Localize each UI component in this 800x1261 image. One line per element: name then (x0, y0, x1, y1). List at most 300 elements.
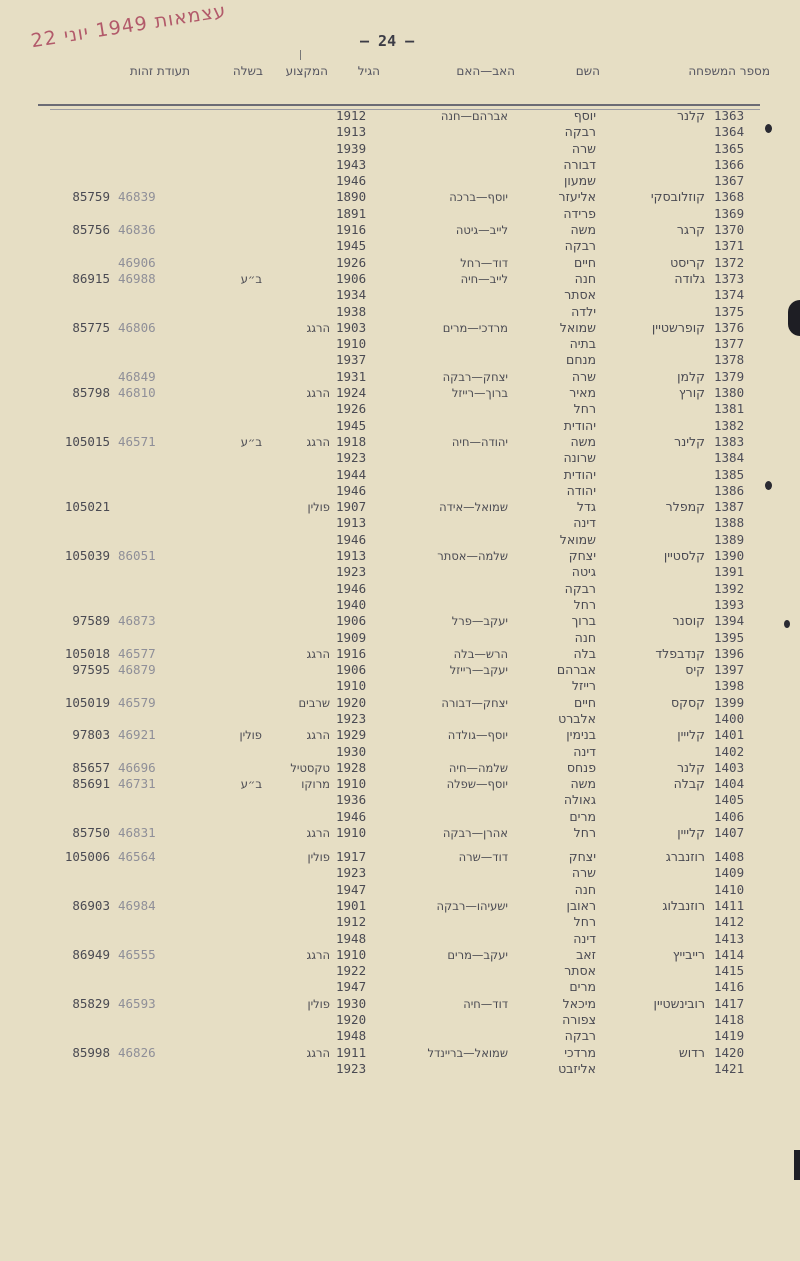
cell-first-name: אסתר (564, 287, 596, 303)
cell-parent-names: דוד—רחל (460, 255, 508, 270)
table-row (0, 173, 800, 189)
cell-primary-id: 85829 (72, 995, 110, 1011)
cell-family-name: קבלה (673, 776, 705, 792)
cell-secondary-id: 46849 (118, 368, 156, 384)
cell-row-number: 1406 (714, 808, 745, 824)
cell-family-name: קורץ (678, 385, 705, 401)
cell-family-name: קלייין (677, 727, 705, 743)
cell-first-name: מיכאל (562, 995, 596, 1011)
header-language: בשלה (232, 64, 263, 78)
cell-row-number: 1379 (714, 368, 745, 384)
cell-language: ב״ע (240, 271, 262, 286)
cell-birth-year: 1930 (336, 995, 367, 1011)
cell-first-name: יוסף (573, 108, 596, 123)
cell-language: ב״ע (240, 434, 262, 449)
table-row (0, 287, 800, 303)
table-row (0, 401, 800, 417)
cell-family-name: גלודה (674, 270, 705, 286)
cell-parent-names: יעקב—פרל (451, 614, 508, 629)
table-row (0, 108, 800, 124)
cell-first-name: רחל (573, 401, 596, 417)
table-row (0, 548, 800, 564)
table-row (0, 369, 800, 385)
cell-secondary-id: 86051 (118, 548, 156, 564)
cell-parent-names: יוסף—גולדה (447, 728, 508, 743)
cell-birth-year: 1911 (336, 1044, 367, 1060)
cell-family-name: קיס (685, 662, 705, 678)
cell-first-name: שרה (571, 140, 596, 156)
cell-birth-year: 1940 (336, 596, 367, 612)
cell-row-number: 1410 (714, 881, 745, 897)
cell-birth-year: 1945 (336, 238, 367, 254)
cell-secondary-id: 46984 (118, 897, 156, 913)
cell-first-name: אברהם (556, 662, 596, 678)
cell-row-number: 1385 (714, 466, 745, 482)
cell-occupation: הרגג (306, 947, 330, 962)
cell-row-number: 1408 (714, 849, 745, 865)
table-row (0, 532, 800, 548)
cell-birth-year: 1910 (336, 825, 367, 841)
tick-mark (300, 50, 301, 60)
table-row (0, 613, 800, 629)
table-row (0, 450, 800, 466)
cell-row-number: 1416 (714, 979, 745, 995)
cell-secondary-id: 46873 (118, 613, 156, 629)
cell-birth-year: 1906 (336, 613, 367, 629)
table-row (0, 996, 800, 1012)
cell-first-name: בנימין (566, 727, 596, 743)
cell-row-number: 1386 (714, 482, 745, 498)
cell-birth-year: 1926 (336, 401, 367, 417)
table-row (0, 678, 800, 694)
cell-primary-id: 86949 (72, 946, 110, 962)
cell-birth-year: 1934 (336, 287, 367, 303)
cell-first-name: דינה (573, 743, 596, 759)
cell-birth-year: 1948 (336, 930, 367, 946)
cell-primary-id: 97803 (72, 727, 110, 743)
cell-first-name: רחל (573, 825, 596, 841)
cell-family-name: קנדבפלד (655, 645, 705, 661)
cell-birth-year: 1928 (336, 759, 367, 775)
cell-first-name: ברוך (571, 613, 596, 629)
cell-birth-year: 1946 (336, 482, 367, 498)
cell-row-number: 1413 (714, 930, 745, 946)
cell-birth-year: 1946 (336, 531, 367, 547)
table-row (0, 776, 800, 792)
cell-row-number: 1395 (714, 629, 745, 645)
cell-birth-year: 1918 (336, 433, 367, 449)
cell-first-name: שמעון (564, 173, 596, 189)
cell-birth-year: 1906 (336, 270, 367, 286)
cell-first-name: צפורה (562, 1012, 596, 1028)
header-rule (38, 104, 760, 106)
ink-mark (784, 620, 790, 628)
cell-birth-year: 1920 (336, 1012, 367, 1028)
table-row (0, 792, 800, 808)
table-row (0, 865, 800, 881)
cell-secondary-id: 46564 (118, 849, 156, 865)
cell-first-name: אליזבט (558, 1060, 596, 1076)
cell-occupation: הרגג (306, 434, 330, 449)
cell-birth-year: 1923 (336, 865, 367, 881)
cell-birth-year: 1891 (336, 205, 367, 221)
table-row (0, 744, 800, 760)
cell-parent-names: יעקב—מרים (447, 947, 508, 962)
cell-parent-names: יהודה—חיה (451, 434, 508, 449)
cell-primary-id: 86915 (72, 270, 110, 286)
cell-family-name: רוזנברג (665, 849, 705, 865)
cell-first-name: חנה (574, 881, 596, 897)
table-row (0, 157, 800, 173)
table-row (0, 515, 800, 531)
cell-family-name: רוזנבלוג (662, 897, 705, 913)
cell-birth-year: 1924 (336, 385, 367, 401)
cell-birth-year: 1946 (336, 173, 367, 189)
cell-first-name: זאב (576, 946, 596, 962)
cell-row-number: 1404 (714, 776, 745, 792)
register-table (0, 108, 800, 1077)
cell-row-number: 1373 (714, 270, 745, 286)
cell-primary-id: 85998 (72, 1044, 110, 1060)
table-row (0, 483, 800, 499)
cell-row-number: 1370 (714, 222, 745, 238)
cell-first-name: דינה (573, 930, 596, 946)
cell-birth-year: 1909 (336, 629, 367, 645)
table-row (0, 727, 800, 743)
cell-birth-year: 1937 (336, 352, 367, 368)
cell-occupation: פולין (307, 500, 330, 515)
cell-birth-year: 1912 (336, 914, 367, 930)
cell-secondary-id: 46555 (118, 946, 156, 962)
cell-primary-id: 86903 (72, 897, 110, 913)
cell-birth-year: 1945 (336, 417, 367, 433)
table-row (0, 255, 800, 271)
cell-secondary-id: 46831 (118, 825, 156, 841)
cell-row-number: 1409 (714, 865, 745, 881)
cell-row-number: 1376 (714, 319, 745, 335)
cell-row-number: 1391 (714, 564, 745, 580)
table-row (0, 695, 800, 711)
cell-first-name: בלה (573, 645, 596, 661)
table-row (0, 597, 800, 613)
cell-family-name: קלסטיין (663, 548, 705, 564)
cell-family-name: קלנר (676, 108, 705, 123)
cell-row-number: 1417 (714, 995, 745, 1011)
cell-first-name: רבקה (564, 124, 596, 140)
cell-birth-year: 1910 (336, 776, 367, 792)
cell-secondary-id: 46879 (118, 662, 156, 678)
cell-occupation: פולין (307, 996, 330, 1011)
cell-birth-year: 1929 (336, 727, 367, 743)
cell-row-number: 1400 (714, 710, 745, 726)
table-row (0, 979, 800, 995)
cell-parent-names: שמואל—אידה (439, 500, 508, 515)
cell-family-name: קוסנר (672, 613, 705, 629)
table-row (0, 898, 800, 914)
cell-row-number: 1365 (714, 140, 745, 156)
cell-first-name: רבקה (564, 580, 596, 596)
page-number: — 24 — (360, 32, 415, 50)
cell-first-name: דבורה (563, 156, 596, 172)
cell-secondary-id: 46839 (118, 189, 156, 205)
cell-first-name: דינה (573, 515, 596, 531)
table-row (0, 914, 800, 930)
cell-birth-year: 1947 (336, 979, 367, 995)
cell-birth-year: 1913 (336, 124, 367, 140)
cell-row-number: 1414 (714, 946, 745, 962)
cell-parent-names: דוד—חיה (463, 996, 508, 1011)
cell-first-name: משה (570, 433, 596, 449)
table-row (0, 189, 800, 205)
cell-birth-year: 1944 (336, 466, 367, 482)
cell-family-name: קרגר (676, 222, 705, 238)
cell-primary-id: 105018 (64, 645, 110, 661)
cell-row-number: 1418 (714, 1012, 745, 1028)
cell-parent-names: שלמה—חיה (448, 760, 508, 775)
cell-secondary-id: 46988 (118, 270, 156, 286)
cell-parent-names: ישעיהו—רבקה (436, 898, 508, 913)
cell-occupation: הרגג (306, 826, 330, 841)
cell-first-name: ראובן (566, 897, 596, 913)
cell-row-number: 1397 (714, 662, 745, 678)
cell-secondary-id: 46571 (118, 433, 156, 449)
table-row (0, 646, 800, 662)
cell-first-name: רחל (573, 596, 596, 612)
cell-primary-id: 85798 (72, 385, 110, 401)
cell-row-number: 1380 (714, 385, 745, 401)
cell-secondary-id: 46577 (118, 645, 156, 661)
cell-family-name: קריסט (670, 254, 705, 270)
cell-occupation: הרגג (306, 386, 330, 401)
cell-family-name: רדוש (678, 1044, 705, 1060)
cell-parent-names: ברוך—רייזל (451, 386, 508, 401)
cell-primary-id: 85756 (72, 222, 110, 238)
table-row (0, 662, 800, 678)
cell-first-name: פרידה (563, 205, 596, 221)
cell-first-name: יהודית (563, 466, 596, 482)
cell-parent-names: יצחק—רבקה (442, 369, 508, 384)
cell-birth-year: 1907 (336, 499, 367, 515)
cell-birth-year: 1923 (336, 564, 367, 580)
table-row (0, 434, 800, 450)
cell-row-number: 1399 (714, 694, 745, 710)
cell-row-number: 1403 (714, 759, 745, 775)
cell-first-name: בתיה (569, 336, 596, 352)
cell-first-name: מרים (569, 808, 596, 824)
cell-first-name: מנחם (566, 352, 596, 368)
cell-first-name: פנחס (566, 759, 596, 775)
cell-row-number: 1369 (714, 205, 745, 221)
cell-secondary-id: 46906 (118, 254, 156, 270)
cell-row-number: 1374 (714, 287, 745, 303)
cell-row-number: 1389 (714, 531, 745, 547)
cell-first-name: יהודה (566, 482, 596, 498)
table-row (0, 124, 800, 140)
table-row (0, 809, 800, 825)
cell-family-name: קלמן (677, 368, 705, 384)
cell-row-number: 1378 (714, 352, 745, 368)
cell-primary-id: 85657 (72, 759, 110, 775)
cell-birth-year: 1916 (336, 222, 367, 238)
cell-parent-names: יצחק—דבורה (441, 695, 508, 710)
cell-first-name: חנה (574, 270, 596, 286)
cell-row-number: 1381 (714, 401, 745, 417)
cell-parent-names: שמואל—בריינדל (427, 1045, 508, 1060)
cell-birth-year: 1939 (336, 140, 367, 156)
cell-first-name: אלברט (558, 710, 596, 726)
cell-first-name: שרה (571, 865, 596, 881)
table-row (0, 238, 800, 254)
cell-birth-year: 1916 (336, 645, 367, 661)
cell-row-number: 1394 (714, 613, 745, 629)
cell-birth-year: 1947 (336, 881, 367, 897)
cell-primary-id: 85691 (72, 776, 110, 792)
cell-secondary-id: 46836 (118, 222, 156, 238)
cell-birth-year: 1910 (336, 946, 367, 962)
cell-row-number: 1393 (714, 596, 745, 612)
cell-family-name: רובינשטיין (653, 995, 705, 1011)
table-row (0, 963, 800, 979)
cell-birth-year: 1931 (336, 368, 367, 384)
cell-row-number: 1411 (714, 897, 745, 913)
cell-parent-names: אהרן—רבקה (442, 826, 508, 841)
cell-secondary-id: 46806 (118, 319, 156, 335)
table-row (0, 947, 800, 963)
cell-first-name: גדל (576, 499, 596, 515)
table-row (0, 760, 800, 776)
cell-birth-year: 1912 (336, 108, 367, 123)
cell-row-number: 1377 (714, 336, 745, 352)
cell-first-name: חיים (573, 254, 596, 270)
cell-first-name: שמואל (559, 319, 596, 335)
cell-parent-names: הרש—בלה (453, 646, 508, 661)
cell-birth-year: 1938 (336, 303, 367, 319)
cell-family-name: קוזלובסקי (650, 189, 705, 205)
cell-first-name: גאולה (563, 792, 596, 808)
date-stamp: עצמאות 1949 יוני 22 (29, 0, 228, 53)
cell-row-number: 1390 (714, 548, 745, 564)
cell-family-name: קלייין (677, 825, 705, 841)
header-family-number: מספר המשפחה (688, 64, 770, 78)
cell-row-number: 1412 (714, 914, 745, 930)
cell-first-name: רייזל (571, 678, 596, 694)
cell-occupation: הרגג (306, 728, 330, 743)
cell-row-number: 1415 (714, 963, 745, 979)
cell-language: ב״ע (240, 777, 262, 792)
cell-first-name: יהודית (563, 417, 596, 433)
cell-first-name: שמואל (559, 531, 596, 547)
cell-primary-id: 85775 (72, 319, 110, 335)
cell-birth-year: 1903 (336, 319, 367, 335)
cell-language: פולין (239, 728, 262, 743)
table-row (0, 222, 800, 238)
cell-birth-year: 1917 (336, 849, 367, 865)
cell-row-number: 1392 (714, 580, 745, 596)
cell-first-name: יצחק (568, 548, 596, 564)
cell-family-name: קמפלר (665, 499, 705, 515)
cell-secondary-id: 46826 (118, 1044, 156, 1060)
cell-first-name: משה (570, 222, 596, 238)
table-row (0, 320, 800, 336)
cell-row-number: 1401 (714, 727, 745, 743)
cell-row-number: 1366 (714, 156, 745, 172)
cell-occupation: הרגג (306, 1045, 330, 1060)
cell-primary-id: 85750 (72, 825, 110, 841)
table-row (0, 467, 800, 483)
table-row (0, 206, 800, 222)
cell-birth-year: 1913 (336, 515, 367, 531)
cell-first-name: מרדכי (564, 1044, 596, 1060)
cell-row-number: 1383 (714, 433, 745, 449)
table-row (0, 271, 800, 287)
cell-row-number: 1363 (714, 108, 745, 123)
table-row (0, 630, 800, 646)
cell-row-number: 1368 (714, 189, 745, 205)
table-row (0, 882, 800, 898)
cell-row-number: 1407 (714, 825, 745, 841)
cell-occupation: פולין (307, 850, 330, 865)
cell-primary-id: 105006 (64, 849, 110, 865)
cell-row-number: 1382 (714, 417, 745, 433)
page-edge-mark (788, 300, 800, 336)
cell-parent-names: לייב—גיטה (455, 223, 508, 238)
header-occupation: המקצוע (285, 64, 328, 78)
cell-secondary-id: 46593 (118, 995, 156, 1011)
table-row (0, 825, 800, 849)
header-age: הגיל (357, 64, 380, 78)
cell-occupation: טקסטיל (290, 760, 330, 775)
cell-primary-id: 97595 (72, 662, 110, 678)
cell-row-number: 1367 (714, 173, 745, 189)
cell-secondary-id: 46579 (118, 694, 156, 710)
table-row (0, 385, 800, 401)
cell-primary-id: 97589 (72, 613, 110, 629)
cell-first-name: גיטה (571, 564, 596, 580)
cell-parent-names: לייב—חיה (460, 271, 508, 286)
table-row (0, 564, 800, 580)
cell-first-name: ילדה (571, 303, 596, 319)
cell-parent-names: מרדכי—מרים (442, 320, 508, 335)
cell-family-name: קלינר (674, 433, 705, 449)
cell-first-name: יצחק (568, 849, 596, 865)
cell-birth-year: 1946 (336, 580, 367, 596)
page-edge-mark (794, 1150, 800, 1180)
cell-birth-year: 1906 (336, 662, 367, 678)
cell-birth-year: 1890 (336, 189, 367, 205)
cell-first-name: רבקה (564, 1028, 596, 1044)
table-row (0, 1045, 800, 1061)
table-row (0, 418, 800, 434)
header-parents: האב—האם (456, 64, 515, 78)
cell-family-name: קלנר (676, 759, 705, 775)
cell-first-name: חנה (574, 629, 596, 645)
cell-occupation: הרגג (306, 320, 330, 335)
cell-birth-year: 1926 (336, 254, 367, 270)
ink-mark (765, 481, 772, 490)
cell-primary-id: 105039 (64, 548, 110, 564)
table-row (0, 1012, 800, 1028)
cell-birth-year: 1943 (336, 156, 367, 172)
cell-birth-year: 1922 (336, 963, 367, 979)
cell-birth-year: 1901 (336, 897, 367, 913)
cell-first-name: שרה (571, 368, 596, 384)
cell-first-name: רבקה (564, 238, 596, 254)
cell-first-name: מאיר (569, 385, 596, 401)
header-id: תעודת זהות (129, 64, 190, 78)
cell-first-name: אליעזר (558, 189, 596, 205)
cell-parent-names: שלמה—אסתר (437, 549, 508, 564)
cell-occupation: שרבים (298, 695, 330, 710)
